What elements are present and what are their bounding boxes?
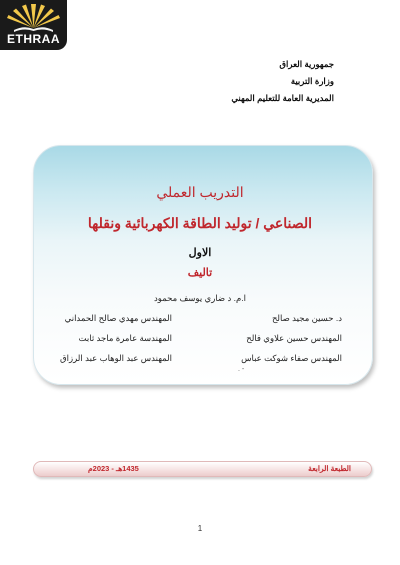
book-subtitle: الصناعي / توليد الطاقة الكهربائية ونقلها [87, 215, 313, 231]
author-name: المهندس مهدي صالح الحمداني [64, 313, 172, 323]
author-label: تاليف [187, 267, 213, 279]
author-name: المهندس حسين علاوي فالح [246, 333, 342, 343]
edition-year: 1435هـ - 2023م [88, 464, 139, 473]
header-ministry: وزارة التربية [290, 76, 334, 86]
ethraa-logo [0, 0, 67, 50]
lead-author: ا.م. د ضاري يوسف محمود [154, 293, 246, 303]
book-level: الاول [188, 247, 212, 259]
title-card [33, 145, 373, 385]
author-name: د. حسين مجيد صالح [271, 313, 342, 323]
header-block [231, 56, 334, 107]
author-name: المهندس عبد الوهاب عبد الرزاق [60, 353, 172, 363]
book-title: التدريب العملي [156, 184, 244, 200]
header-country: جمهورية العراق [279, 59, 334, 69]
author-name: المهندسة عامرة ماجد ثابت [78, 333, 172, 343]
edition-bar [33, 461, 372, 477]
header-directorate: المديرية العامة للتعليم المهني [231, 93, 334, 103]
page-number: 1 [197, 524, 203, 533]
card-mark: . - [238, 366, 245, 373]
logo-text: ETHRAA [7, 32, 60, 46]
edition-label: الطبعة الرابعة [308, 464, 351, 473]
author-name: المهندس صفاء شوكت عباس [241, 353, 342, 363]
sunburst-book-icon [0, 0, 67, 34]
